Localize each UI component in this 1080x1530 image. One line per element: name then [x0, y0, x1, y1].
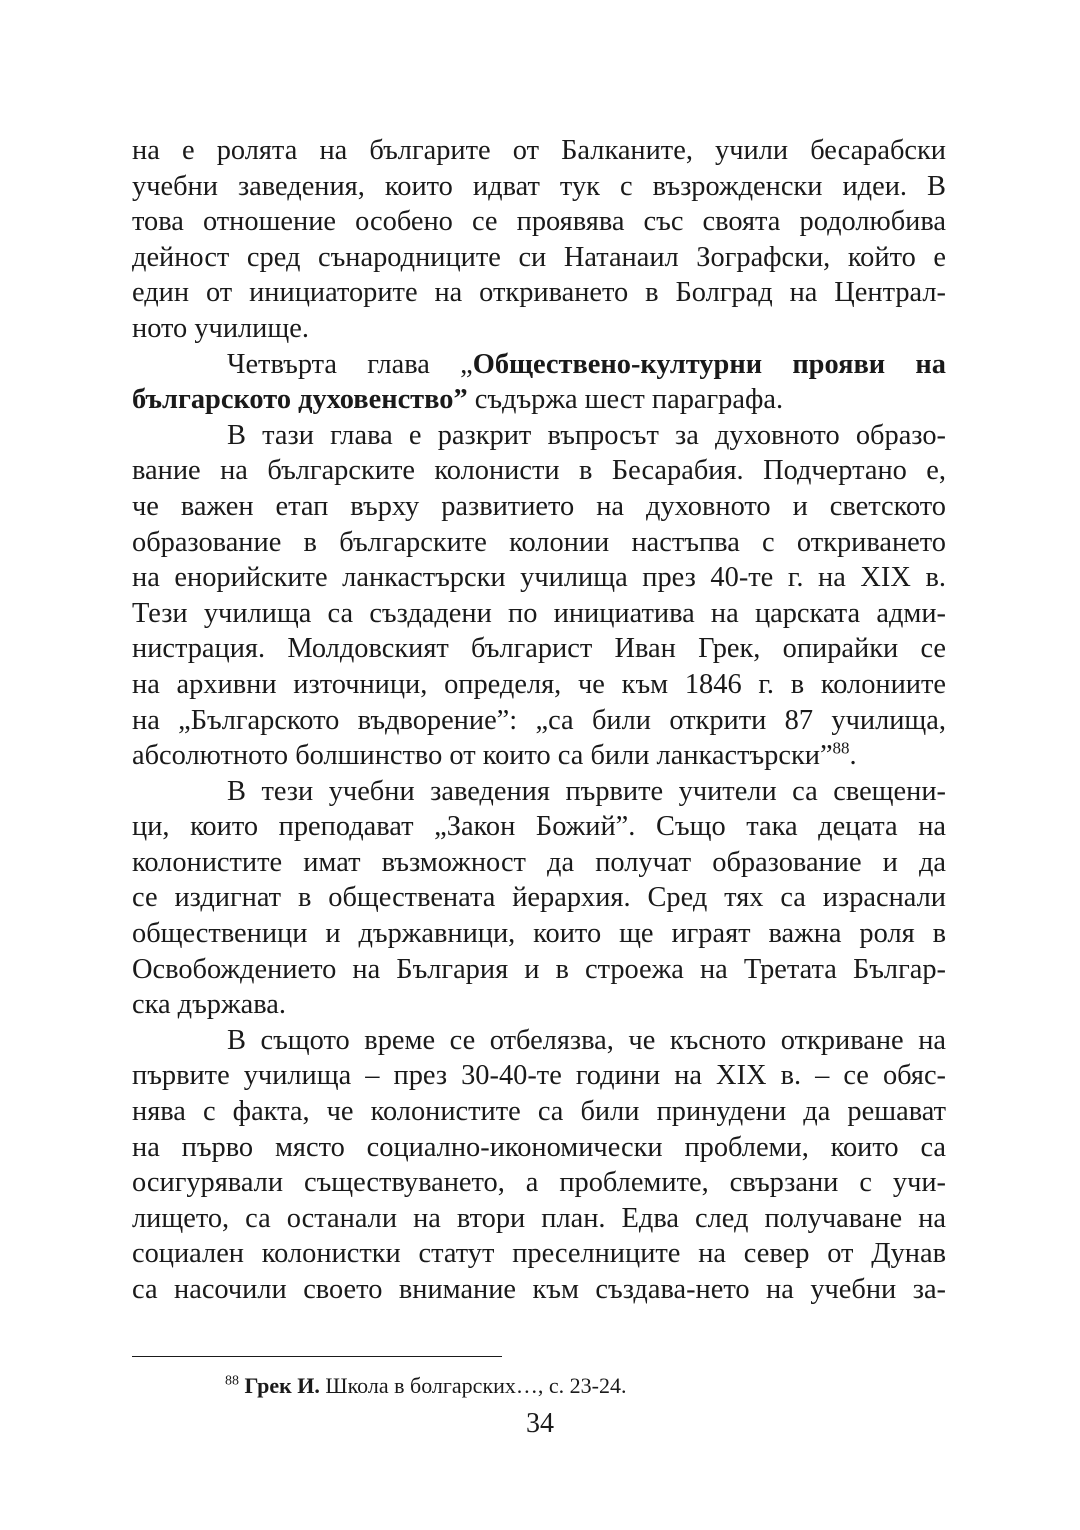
text-line: на „Българското въдворение”: „са били открити 87 училища, [132, 704, 946, 736]
page-number: 34 [526, 1408, 554, 1439]
footnote-divider [132, 1356, 502, 1357]
text-line: учебни заведения, които идват тук с възрожденски идеи. В [132, 170, 946, 202]
footnote-text: Школа в болгарских…, с. 23-24. [319, 1373, 627, 1398]
footnote-author: Грек И. [244, 1373, 320, 1398]
text-line: това отношение особено се проявява със своята родолюбива [132, 206, 946, 238]
text-line: ци, които преподават „Закон Божий”. Също така децата на [132, 811, 946, 843]
text-line: ска държава. [132, 989, 286, 1021]
quoted-text: абсолютното болшинство от които са били ланкастърски” [132, 740, 833, 772]
text-line: че важен етап върху развитието на духовното и светското [132, 490, 946, 522]
chapter-title-part-2: българското духовенство” [132, 384, 468, 416]
text-line: са насочили своето внимание към създава-нето на учебни за- [132, 1274, 946, 1305]
text-line: В тези учебни заведения първите учители са свещени- [227, 775, 946, 807]
chapter-intro: Четвърта глава „ [227, 348, 473, 380]
text-line: на е ролята на българите от Балканите, учили бесарабски [132, 135, 946, 166]
text-line [132, 382, 946, 418]
page-body [132, 133, 946, 1308]
sentence-end: . [849, 740, 857, 772]
text-line: един от инициаторите на откриването в Болград на Централ- [132, 277, 946, 309]
paragraph-1 [132, 133, 946, 347]
text-line: Тези училища са създадени по инициатива на царската адми- [132, 597, 946, 629]
text-line: социален колонистки статут преселниците на север от Дунав [132, 1238, 946, 1270]
paragraph-5 [132, 1023, 946, 1308]
text-line: вание на българските колонисти в Бесарабия. Подчертано е, [132, 455, 946, 487]
footnote-number: 88 [225, 1373, 239, 1389]
text-line: на първо място социално-икономически проблеми, които са [132, 1131, 946, 1163]
text-line: лището, са останали на втори план. Едва след получаване на [132, 1202, 946, 1234]
text-line: колонистите имат възможност да получат образование и да [132, 846, 946, 878]
chapter-description: съдържа шест параграфа. [467, 384, 784, 416]
text-line: осигурявали съществуването, а проблемите, свързани с учи- [132, 1167, 946, 1199]
paragraph-2 [132, 347, 946, 418]
text-line [132, 347, 946, 383]
text-line: В същото време се отбелязва, че късното откриване на [227, 1024, 946, 1056]
paragraph-4 [132, 774, 946, 1023]
footnote [225, 1372, 627, 1400]
footnote-reference[interactable]: 88 [832, 738, 850, 758]
text-line: образование в българските колонии настъпва с откриването [132, 526, 946, 558]
text-line [132, 738, 946, 774]
text-line: дейност сред сънародниците си Натанаил Зографски, който е [132, 241, 946, 273]
chapter-title-part-1: Обществено-културни прояви на [472, 348, 946, 380]
paragraph-3 [132, 418, 946, 774]
text-line: първите училища – през 30-40-те години на XIX в. – се обяс- [132, 1060, 946, 1092]
text-line: нява с факта, че колонистите са били принудени да решават [132, 1096, 946, 1128]
text-line: на архивни източници, определя, че към 1846 г. в колониите [132, 668, 946, 700]
text-line: В тази глава е разкрит въпросът за духовното образо- [227, 419, 946, 451]
text-line: се издигнат в обществената йерархия. Сред тях са израснали [132, 882, 946, 914]
text-line: общественици и държавници, които ще играят важна роля в [132, 918, 946, 950]
text-line: Освобождението на България и в строежа на Третата Българ- [132, 953, 946, 985]
text-line: ното училище. [132, 312, 309, 344]
text-line: на енорийските ланкастърски училища през 40-те г. на XIX в. [132, 562, 946, 594]
text-line: нистрация. Молдовският българист Иван Грек, опирайки се [132, 633, 946, 665]
